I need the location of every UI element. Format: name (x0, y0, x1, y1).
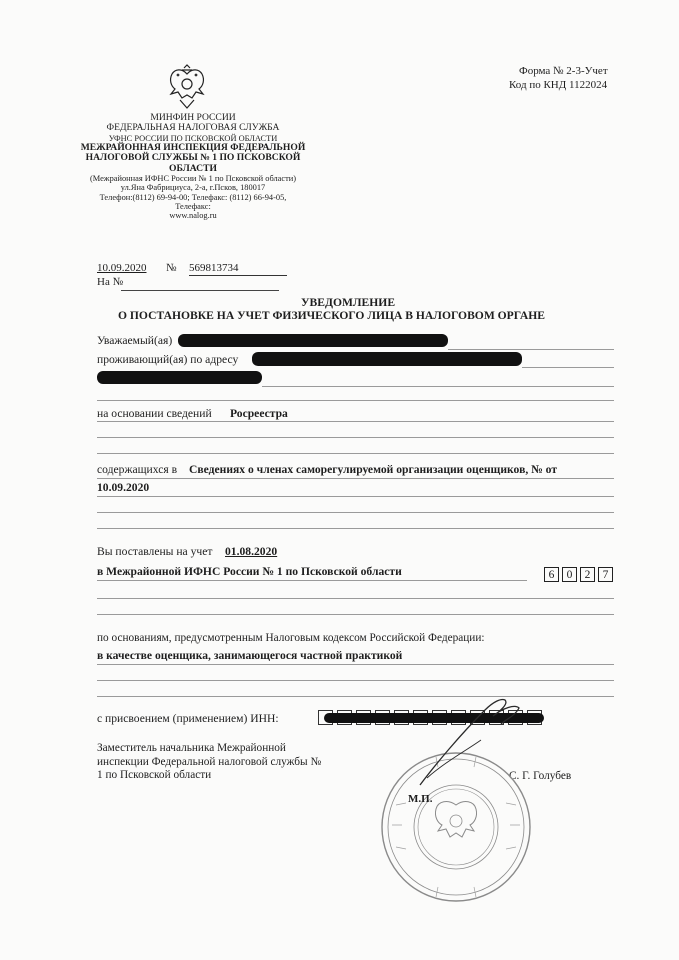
inspection-fax: Телефакс: (175, 201, 211, 211)
inspection-line (97, 580, 527, 581)
name-line (448, 349, 614, 350)
blank-line (97, 453, 614, 454)
reply-to-label: На № (97, 276, 124, 288)
double-headed-eagle-icon (166, 64, 208, 110)
handwritten-signature-icon (415, 690, 535, 790)
inspection-website: www.nalog.ru (169, 211, 217, 221)
inspection-short-name: (Межрайонная ИФНС России № 1 по Псковской области) (89, 174, 297, 184)
inspection-code (544, 567, 616, 582)
salutation-label: Уважаемый(ая) (97, 334, 173, 347)
address-line-2 (262, 386, 614, 387)
inspection-address: ул.Яна Фабрициуса, 2-а, г.Псков, 180017 (120, 183, 266, 193)
basis-line (97, 421, 614, 422)
code-digit: 7 (598, 567, 613, 582)
reply-to-line (121, 290, 279, 291)
contained-label: содержащихся в (97, 463, 178, 476)
address-line-1 (522, 367, 614, 368)
blank-line (97, 614, 614, 615)
form-number: Форма № 2-3-Учет (519, 65, 608, 77)
blank-line (97, 512, 614, 513)
knd-code: Код по КНД 1122024 (509, 79, 608, 91)
signer-position-line-2: инспекции Федеральной налоговой службы № (97, 755, 322, 768)
inspection-line-1: МЕЖРАЙОННАЯ ИНСПЕКЦИЯ ФЕДЕРАЛЬНОЙ (80, 142, 306, 154)
contained-value: Сведениях о членах саморегулируемой организации оценщиков, № от (189, 463, 558, 476)
title-line-2: О ПОСТАНОВКЕ НА УЧЕТ ФИЗИЧЕСКОГО ЛИЦА В НАЛОГОВОМ ОРГАНЕ (118, 309, 545, 322)
contained-line (97, 478, 614, 479)
redacted-address-2 (97, 371, 262, 384)
grounds-value: в качестве оценщика, занимающегося частной практикой (97, 649, 403, 662)
inspection-line-2: НАЛОГОВОЙ СЛУЖБЫ № 1 ПО ПСКОВСКОЙ (85, 152, 301, 164)
regional-office: УФНС РОССИИ ПО ПСКОВСКОЙ ОБЛАСТИ (108, 133, 278, 143)
number-sign: № (166, 262, 177, 274)
blank-line (97, 528, 614, 529)
code-digit: 6 (544, 567, 559, 582)
basis-value: Росреестра (230, 407, 288, 420)
blank-line (97, 696, 614, 697)
inn-label: с присвоением (применением) ИНН: (97, 712, 279, 725)
inspection-line-3: ОБЛАСТИ (169, 162, 217, 174)
service-name: ФЕДЕРАЛЬНАЯ НАЛОГОВАЯ СЛУЖБА (106, 122, 280, 134)
blank-line (97, 598, 614, 599)
registered-date: 01.08.2020 (225, 545, 278, 558)
signer-position-line-3: 1 по Псковской области (97, 769, 212, 781)
redacted-name (178, 334, 448, 347)
contained-date: 10.09.2020 (97, 481, 150, 494)
signer-name: С. Г. Голубев (509, 770, 572, 782)
registered-label: Вы поставлены на учет (97, 545, 213, 558)
grounds-line (97, 664, 614, 665)
contained-line (97, 496, 614, 497)
blank-line (97, 680, 614, 681)
signer-position-line-1: Заместитель начальника Межрайонной (97, 742, 286, 754)
blank-line (97, 437, 614, 438)
ministry-name: МИНФИН РОССИИ (150, 112, 236, 123)
code-digit: 0 (562, 567, 577, 582)
inspection-phone: Телефон:(8112) 69-94-00; Телефакс: (8112) 66-94-05, (99, 192, 287, 202)
stamp-label: М.П. (408, 793, 433, 805)
address-label: проживающий(ая) по адресу (97, 353, 239, 366)
blank-line (97, 400, 614, 401)
redacted-address-1 (252, 352, 522, 366)
document-number: 569813734 (189, 262, 287, 276)
grounds-label: по основаниям, предусмотренным Налоговым кодексом Российской Федерации: (97, 632, 485, 644)
code-digit: 2 (580, 567, 595, 582)
inspection-name: в Межрайонной ИФНС России № 1 по Псковской области (97, 565, 402, 578)
title-line-1: УВЕДОМЛЕНИЕ (301, 296, 396, 309)
document-date: 10.09.2020 (97, 262, 147, 274)
basis-label: на основании сведений (97, 407, 212, 420)
